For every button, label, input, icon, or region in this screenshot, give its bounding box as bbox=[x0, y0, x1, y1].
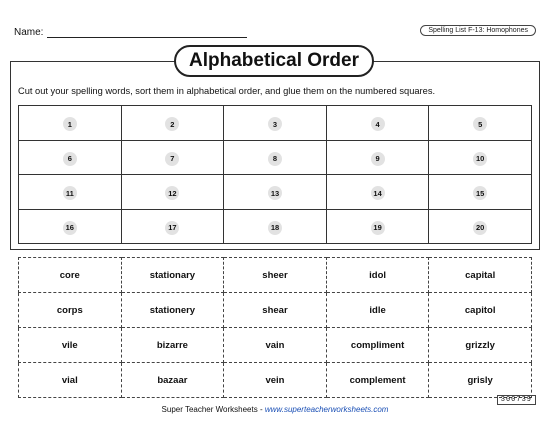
square-number: 16 bbox=[63, 221, 77, 235]
word-card[interactable]: grizzly bbox=[429, 328, 532, 363]
word-card[interactable]: bazaar bbox=[121, 363, 224, 398]
grid-square[interactable] bbox=[224, 175, 327, 210]
square-number: 11 bbox=[63, 186, 77, 200]
word-card[interactable]: bizarre bbox=[121, 328, 224, 363]
grid-square[interactable] bbox=[326, 140, 429, 175]
grid-row bbox=[19, 175, 532, 210]
grid-square[interactable] bbox=[224, 209, 327, 244]
numbered-grid bbox=[18, 105, 532, 244]
square-number: 2 bbox=[165, 117, 179, 131]
square-number: 6 bbox=[63, 152, 77, 166]
square-number: 13 bbox=[268, 186, 282, 200]
grid-square[interactable] bbox=[429, 106, 532, 141]
grid-square[interactable] bbox=[429, 175, 532, 210]
word-card[interactable]: corps bbox=[19, 293, 122, 328]
word-row bbox=[19, 363, 532, 398]
square-number: 5 bbox=[473, 117, 487, 131]
grid-square[interactable] bbox=[429, 140, 532, 175]
word-card[interactable]: compliment bbox=[326, 328, 429, 363]
grid-square[interactable] bbox=[121, 140, 224, 175]
square-number: 4 bbox=[371, 117, 385, 131]
grid-square[interactable] bbox=[121, 209, 224, 244]
word-card[interactable]: vial bbox=[19, 363, 122, 398]
word-row bbox=[19, 258, 532, 293]
square-number: 14 bbox=[371, 186, 385, 200]
word-card[interactable]: vein bbox=[224, 363, 327, 398]
grid-square[interactable] bbox=[19, 106, 122, 141]
square-number: 12 bbox=[165, 186, 179, 200]
name-label: Name: bbox=[14, 27, 44, 38]
grid-square[interactable] bbox=[326, 106, 429, 141]
word-card[interactable]: core bbox=[19, 258, 122, 293]
square-number: 1 bbox=[63, 117, 77, 131]
square-number: 18 bbox=[268, 221, 282, 235]
square-number: 15 bbox=[473, 186, 487, 200]
page-title: Alphabetical Order bbox=[174, 45, 374, 77]
worksheet-code: 300739 bbox=[497, 395, 536, 405]
grid-square[interactable] bbox=[224, 106, 327, 141]
grid-square[interactable] bbox=[429, 209, 532, 244]
footer bbox=[0, 405, 550, 414]
square-number: 17 bbox=[165, 221, 179, 235]
footer-brand: Super Teacher Worksheets bbox=[161, 405, 258, 414]
grid-square[interactable] bbox=[19, 140, 122, 175]
grid-row bbox=[19, 140, 532, 175]
word-card[interactable]: shear bbox=[224, 293, 327, 328]
word-card[interactable]: capital bbox=[429, 258, 532, 293]
word-cards bbox=[18, 257, 532, 398]
grid-square[interactable] bbox=[19, 209, 122, 244]
square-number: 8 bbox=[268, 152, 282, 166]
word-row bbox=[19, 293, 532, 328]
grid-square[interactable] bbox=[224, 140, 327, 175]
word-card[interactable]: idle bbox=[326, 293, 429, 328]
word-card[interactable]: sheer bbox=[224, 258, 327, 293]
name-row bbox=[14, 27, 247, 38]
word-card[interactable]: idol bbox=[326, 258, 429, 293]
square-number: 7 bbox=[165, 152, 179, 166]
word-card[interactable]: stationery bbox=[121, 293, 224, 328]
grid-square[interactable] bbox=[326, 209, 429, 244]
square-number: 9 bbox=[371, 152, 385, 166]
square-number: 10 bbox=[473, 152, 487, 166]
instructions: Cut out your spelling words, sort them in alphabetical order, and glue them on the numbered squares. bbox=[18, 86, 436, 96]
word-card[interactable]: stationary bbox=[121, 258, 224, 293]
grid-square[interactable] bbox=[121, 106, 224, 141]
grid-square[interactable] bbox=[19, 175, 122, 210]
word-card[interactable]: vile bbox=[19, 328, 122, 363]
grid-square[interactable] bbox=[121, 175, 224, 210]
word-row bbox=[19, 328, 532, 363]
list-badge: Spelling List F-13: Homophones bbox=[420, 25, 536, 36]
square-number: 3 bbox=[268, 117, 282, 131]
footer-url[interactable]: www.superteacherworksheets.com bbox=[264, 405, 389, 414]
grid-square[interactable] bbox=[326, 175, 429, 210]
square-number: 19 bbox=[371, 221, 385, 235]
name-line[interactable] bbox=[47, 28, 247, 38]
word-card[interactable]: complement bbox=[326, 363, 429, 398]
word-card[interactable]: grisly bbox=[429, 363, 532, 398]
footer-separator: - bbox=[257, 405, 265, 414]
grid-row bbox=[19, 209, 532, 244]
grid-row bbox=[19, 106, 532, 141]
word-card[interactable]: vain bbox=[224, 328, 327, 363]
word-card[interactable]: capitol bbox=[429, 293, 532, 328]
square-number: 20 bbox=[473, 221, 487, 235]
